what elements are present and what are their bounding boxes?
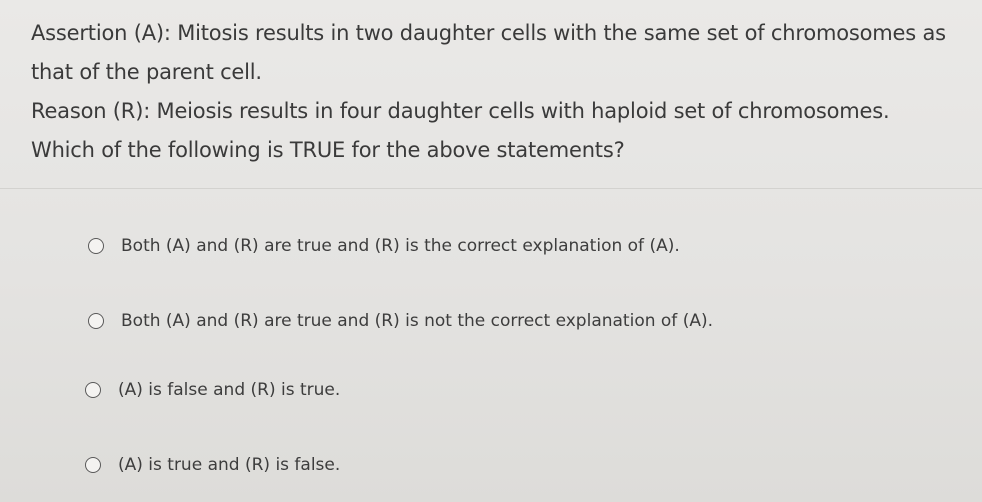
divider: [0, 188, 982, 189]
answer-option-label: Both (A) and (R) are true and (R) is not the correct explanation of (A).: [121, 311, 713, 331]
radio-button[interactable]: [85, 382, 101, 398]
assertion-statement: Assertion (A): Mitosis results in two daughter cells with the same set of chromosomes as that of the parent cell.: [31, 21, 946, 84]
radio-button[interactable]: [85, 457, 101, 473]
answer-option-4[interactable]: [85, 455, 340, 475]
radio-button[interactable]: [88, 313, 104, 329]
answer-option-2[interactable]: [88, 311, 713, 331]
question-text: [31, 14, 971, 170]
reason-statement: Reason (R): Meiosis results in four daughter cells with haploid set of chromosomes.: [31, 99, 890, 123]
radio-button[interactable]: [88, 238, 104, 254]
answer-option-label: Both (A) and (R) are true and (R) is the correct explanation of (A).: [121, 236, 680, 256]
answer-option-1[interactable]: [88, 236, 680, 256]
answer-option-label: (A) is true and (R) is false.: [118, 455, 341, 475]
answer-option-3[interactable]: [85, 380, 340, 400]
question-prompt: Which of the following is TRUE for the above statements?: [31, 138, 625, 162]
answer-option-label: (A) is false and (R) is true.: [118, 380, 341, 400]
